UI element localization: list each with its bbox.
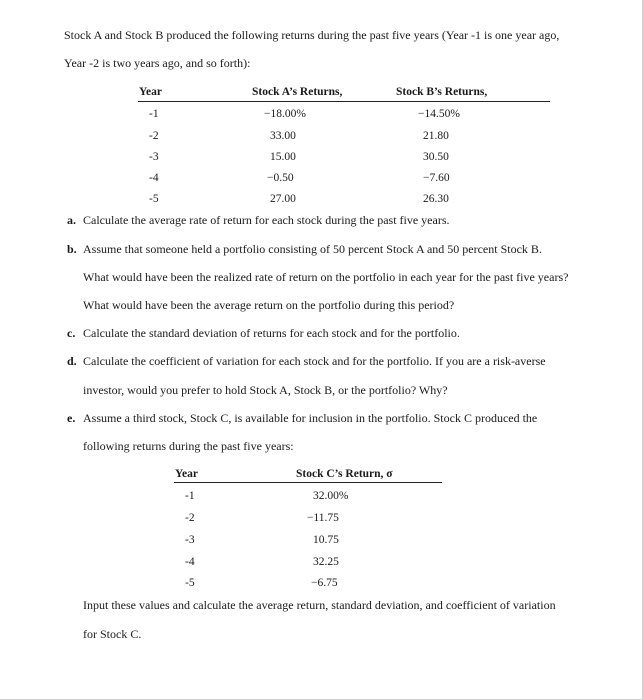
table-ab-stock-b: 30.50 bbox=[423, 151, 449, 163]
table-ab-year: -4 bbox=[149, 172, 159, 184]
table-ab-stock-b: 21.80 bbox=[423, 130, 449, 142]
table-ab-year: -2 bbox=[149, 130, 159, 142]
intro-line-2: Year -2 is two years ago, and so forth): bbox=[64, 56, 251, 70]
question-e-label: e. bbox=[67, 411, 76, 425]
table-ab-year: -3 bbox=[149, 151, 159, 163]
table-c-return: 32.25 bbox=[313, 556, 339, 568]
header-stock-b: Stock B’s Returns, bbox=[396, 86, 488, 98]
question-c-text: Calculate the standard deviation of returns for each stock and for the portfolio. bbox=[83, 326, 460, 340]
table-c-return: 10.75 bbox=[313, 534, 339, 546]
table-ab-rule bbox=[138, 101, 550, 102]
question-d-line-2: investor, would you prefer to hold Stock A, Stock B, or the portfolio? Why? bbox=[83, 383, 448, 397]
question-b-line-3: What would have been the average return on the portfolio during this period? bbox=[83, 298, 455, 312]
table-ab-stock-a: −0.50 bbox=[267, 172, 294, 184]
question-a-text: Calculate the average rate of return for each stock during the past five years. bbox=[83, 213, 450, 227]
question-b-label: b. bbox=[67, 242, 77, 256]
header-year-c: Year bbox=[175, 468, 198, 480]
closing-line-1: Input these values and calculate the average return, standard deviation, and coefficient of variation bbox=[83, 598, 556, 612]
question-b-line-2: What would have been the realized rate of return on the portfolio in each year for the past five years? bbox=[83, 270, 569, 284]
table-c-return: 32.00% bbox=[313, 490, 349, 502]
question-b-line-1: Assume that someone held a portfolio consisting of 50 percent Stock A and 50 percent Stock B. bbox=[83, 242, 542, 256]
table-ab-year: -1 bbox=[149, 108, 159, 120]
table-c-year: -3 bbox=[185, 534, 195, 546]
header-stock-c: Stock C’s Return, σ bbox=[296, 468, 393, 480]
table-c-year: -5 bbox=[185, 577, 195, 589]
table-ab-stock-a: 15.00 bbox=[270, 151, 296, 163]
table-c-year: -1 bbox=[185, 490, 195, 502]
table-ab-stock-a: 27.00 bbox=[270, 193, 296, 205]
table-ab-stock-b: −14.50% bbox=[418, 108, 460, 120]
question-d-label: d. bbox=[67, 354, 77, 368]
question-a-label: a. bbox=[67, 213, 76, 227]
table-ab-stock-b: 26.30 bbox=[423, 193, 449, 205]
table-c-rule bbox=[174, 482, 442, 483]
closing-line-2: for Stock C. bbox=[83, 627, 142, 641]
question-c-label: c. bbox=[67, 326, 76, 340]
table-ab-year: -5 bbox=[149, 193, 159, 205]
question-e-line-1: Assume a third stock, Stock C, is available for inclusion in the portfolio. Stock C produced the bbox=[83, 411, 538, 425]
header-stock-a: Stock A’s Returns, bbox=[252, 86, 343, 98]
intro-line-1: Stock A and Stock B produced the following returns during the past five years (Year -1 is one year ago, bbox=[64, 28, 560, 42]
table-ab-stock-a: 33.00 bbox=[270, 130, 296, 142]
table-ab-stock-b: −7.60 bbox=[423, 172, 450, 184]
table-c-year: -4 bbox=[185, 556, 195, 568]
header-year: Year bbox=[139, 86, 162, 98]
table-c-year: -2 bbox=[185, 512, 195, 524]
table-c-return: −11.75 bbox=[307, 512, 339, 524]
question-e-line-2: following returns during the past five years: bbox=[83, 439, 294, 453]
table-c-return: −6.75 bbox=[311, 577, 338, 589]
table-ab-stock-a: −18.00% bbox=[264, 108, 306, 120]
question-d-line-1: Calculate the coefficient of variation for each stock and for the portfolio. If you are a risk-averse bbox=[83, 354, 546, 368]
